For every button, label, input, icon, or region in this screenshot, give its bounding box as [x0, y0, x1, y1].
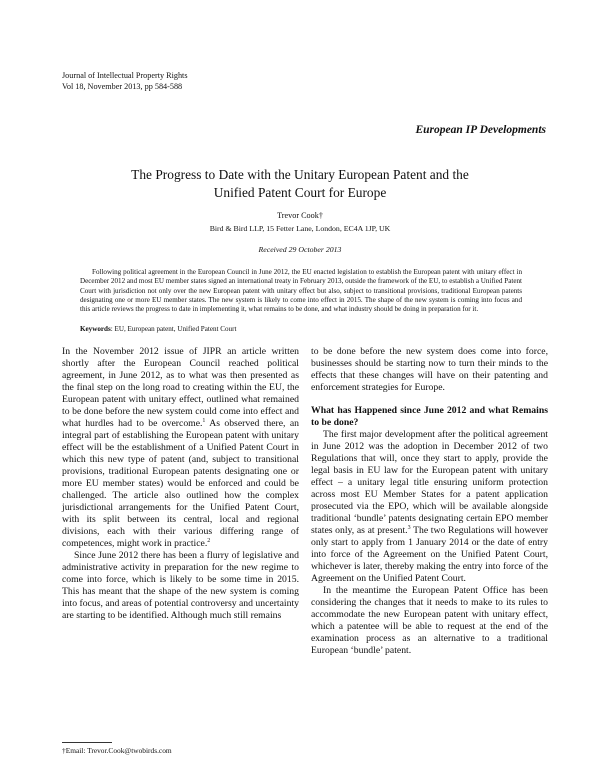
received-date: Received 29 October 2013 — [258, 245, 342, 254]
journal-citation — [62, 70, 188, 92]
body-paragraph: Since June 2012 there has been a flurry of legislative and administrative activity in preparation for the new regime to come into force, which is likely to be some time in 2015. This has meant that the shape of the new system is coming into focus, and areas of potential controversy and uncertainty are starting to be identified. Although much still remains — [62, 550, 299, 621]
keywords — [80, 325, 522, 333]
abstract: Following political agreement in the European Council in June 2012, the EU enacted legislation to establish the European patent with unitary effect in December 2012 and most EU member states signed an international treaty in February 2013, outside the framework of the EU, to establish a Unified Patent Court with jurisdiction not only over the new European patent with unitary effect but also, subject to transitional provisions, traditional European patents designating one or more EU member states. The new system is likely to come into effect in 2015. The shape of the new system is coming into focus and this article reviews the progress to date in implementing it, what remains to be done, and what industry should be doing in preparation for it. — [80, 268, 522, 314]
section-heading: European IP Developments — [415, 124, 546, 136]
body-paragraph: The first major development after the political agreement in June 2012 was the adoption in December 2012 of two Regulations that will, once they start to apply, provide the legal basis in EU law for the European patent with unitary effect – a unitary legal title ensuring uniform protection across most EU Member States for a patent application prosecuted via the EPO, which will be available alongside traditional ‘bundle’ patents designating certain EPO member states only, as at present.$^3$ The two Regulations will however only start to apply from 1 January 2014 or the date of entry into force of the Agreement on the Unified Patent Court, whichever is later, thereby making the entry into force of the Agreement on the Unified Patent Court. — [311, 429, 548, 584]
body-paragraph: In the November 2012 issue of JIPR an article written shortly after the European Council reached political agreement, in June 2012, as to what was then presented as the final step on the long road to creating within the EU, the European patent with unitary effect, outlined what remained to be done before the new system could come into effect and what hurdles had to be overcome.$^1$ As observed there, an integral part of establishing the European patent with unitary effect will be the establishment of a Unified Patent Court in which this new type of patent (and, subject to transitional provisions, traditional European patents designating one or more EU member states) would be enforced and could be challenged. The article also outlined how the complex jurisdictional arrangements for the Unified Patent Court, with its split between its central, local and regional divisions, each with their various differing range of competences, might work in practice.$^2$ — [62, 346, 299, 549]
article-title — [62, 166, 538, 202]
footnote-ref: 2 — [207, 537, 211, 544]
footnote-ref: 3 — [407, 524, 411, 531]
body-paragraph: In the meantime the European Patent Office has been considering the changes that it needs to make to its rules to accommodate the new European patent with unitary effect, which a patentee will be able to request at the end of the examination process as an alternative to a traditional European ‘bundle’ patent. — [311, 585, 548, 656]
journal-name: Journal of Intellectual Property Rights — [62, 71, 188, 80]
keywords-list: : EU, European patent, Unified Patent Court — [110, 325, 237, 333]
title-line-1: The Progress to Date with the Unitary European Patent and the — [131, 167, 469, 182]
title-line-2: Unified Patent Court for Europe — [213, 185, 387, 200]
footnote-email: †Email: Trevor.Cook@twobirds.com — [62, 746, 172, 755]
footnote-divider — [62, 742, 112, 743]
journal-volume: Vol 18, November 2013, pp 584-588 — [62, 82, 183, 91]
author-affiliation: Bird & Bird LLP, 15 Fetter Lane, London, EC4A 1JP, UK — [209, 224, 391, 233]
keywords-label: Keywords — [80, 325, 111, 333]
section-subheading: What has Happened since June 2012 and what Remains to be done? — [311, 405, 548, 428]
author-name: Trevor Cook† — [277, 211, 323, 220]
left-column — [62, 346, 299, 622]
footnote-ref: 1 — [202, 417, 206, 424]
body-paragraph: to be done before the new system does come into force, businesses should be starting now to turn their minds to the effects that these changes will have on their patenting and enforcement strategies for Europe. — [311, 346, 548, 393]
right-column — [311, 346, 548, 657]
